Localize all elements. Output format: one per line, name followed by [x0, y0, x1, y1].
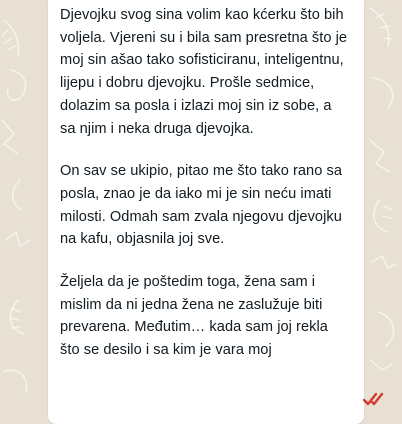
message-paragraph-3: Željela da je poštedim toga, žena sam i mislim da ni jedna žena ne zaslužuje biti prevarena. Međutim… kada sam joj rekla što se desilo i sa kim je vara moj — [60, 274, 328, 359]
message-paragraph-1: Djevojku svog sina volim kao kćerku što bih voljela. Vjereni su i bila sam presretna što je moj sin ašao tako sofisticiranu, inteligentnu, lijepu i dobru djevojku. Prošle sedmice, dolazim sa posla i izlazi moj sin iz sobe, a sa njim i neka druga djevojka. — [60, 7, 348, 137]
message-paragraph-2: On sav se ukipio, pitao me što tako rano sa posla, znao je da iako mi je sin neću imati milosti. Odmah sam zvala njegovu djevojku na kafu, objasnila joj sve. — [60, 163, 343, 248]
message-bubble — [48, 0, 364, 424]
